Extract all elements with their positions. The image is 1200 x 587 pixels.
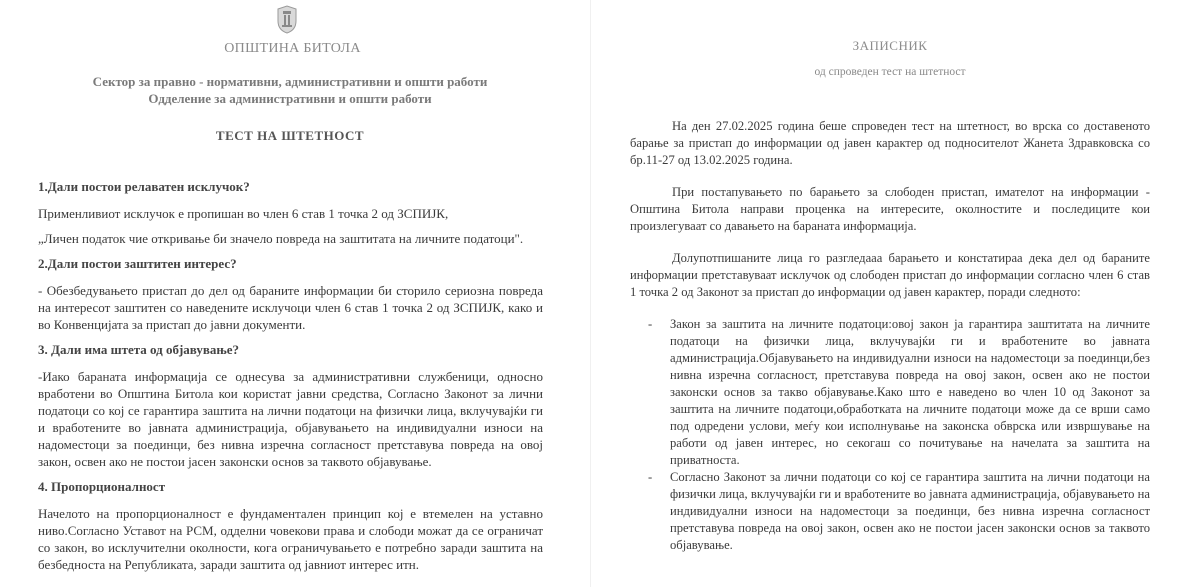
right-body — [630, 118, 1150, 554]
minutes-title: ЗАПИСНИК — [852, 38, 928, 53]
bullet-dash: - — [648, 317, 653, 331]
question-1-heading: 1.Дали постои релаватен исклучок? — [38, 179, 250, 194]
minutes-paragraph-3: Долупотпишаните лица го разгледаaа барањето и констатираа дека дел од бараните информации претставуваат исклучок од слободен пристап до информации согласно член 6 став 1 точка 2 од Законот за пристап до информации од јавен карактер, поради следното: — [630, 251, 1150, 299]
question-2-heading: 2.Дали постои заштитен интерес? — [38, 256, 237, 271]
q1-paragraph-1: Применливиот исклучок е пропишан во член 6 став 1 точка 2 од ЗСПИЈК, — [38, 206, 449, 221]
sector-heading: Сектор за правно - нормативни, административни и општи работи — [92, 74, 488, 89]
municipality-crest-icon — [277, 5, 297, 34]
minutes-subtitle: од спроведен тест на штетност — [814, 66, 966, 78]
minutes-paragraph-1: На ден 27.02.2025 година беше спроведен тест на штетност, во врска со доставеното барање за пристап до информации од јавен карактер од подносителот Жанета Здравковска со бр.11-27 од 13.02.2025 година. — [630, 119, 1150, 167]
left-body — [38, 178, 543, 581]
department-heading: Одделение за административни и општи работи — [148, 91, 432, 106]
question-4-heading: 4. Пропорционалност — [38, 479, 166, 494]
list-item-text: Закон за заштита на личните податоци:овој закон ја гарантира заштитата на личните податоци на физички лица, вклучувајќи ги и вработените во јавната администрација.Објавувањето на индивидуални износи на надоместоци за поединци,без нивна изречна согласност, претставува повреда на овој закон, освен ако не постои законски основ за такво објавување.Како што е наведено во член 10 од Законот за заштита на личните податоци,обработката на личните податоци може да се врши само под одредени услови, меѓу кои исполнување на законска обврска или извршување на работи од јавен интерес, но секогаш со почитување на начелата за заштита на приватноста. — [670, 317, 1150, 467]
list-item-text: Согласно Законот за лични податоци со кој се гарантира заштита на лични податоци на физички лица, вклучувајќи ги и вработените во јавната администрација, објавувањето на индивидуални износи на надоместоци за поединци, без нивна изречна согласност претставува повреда на овој закон, освен ако не постои јасен законски основ за таквото објавување. — [670, 470, 1150, 552]
list-item — [630, 316, 1150, 469]
q1-paragraph-2: „Личен податок чие откривање би значело повреда на заштитата на личните податоци". — [38, 231, 524, 246]
q3-paragraph-1: -Иако бараната информација се однесува за административни службеници, односно вработени во Општина Битола кои користат јавни средства, Согласно Законот за лични податоци со кој се гарантира заштита на лични податоци на физички лица, вклучувајќи ги и вработените во јавната администрација, објавувањето на индивидуални износи на надоместоци за поединци, без нивна изречна согласност претставува повреда на овој закон, освен ако не постои јасен законски основ за таквото објавување. — [38, 369, 543, 469]
q2-paragraph-1: - Обезбедувањето пристап до дел од бараните информации би сторило сериозна повреда на интересот заштитен со наведените исклучоци член 6 став 1 точка 2 од ЗСПИЈК, како и во Конвенцијата за пристап до јавни документи. — [38, 283, 543, 332]
q4-paragraph-1: Начелото на пропорционалност е фундаментален принцип кој е втемелен на уставно ниво.Согласно Уставот на РСМ, одделни човекови права и слободи можат да се ограничат со закон, во исклучителни околности, кога ограничувањето е потребно заради заштита на безбедноста на Републиката, заради заштита од јавниот интерес итн. — [38, 506, 543, 572]
reasons-list — [630, 316, 1150, 554]
question-3-heading: 3. Дали има штета од објавување? — [38, 342, 240, 357]
list-item — [630, 469, 1150, 554]
page-divider — [590, 0, 591, 587]
bullet-dash: - — [648, 470, 653, 484]
org-name: ОПШТИНА БИТОЛА — [224, 41, 361, 56]
document-title: ТЕСТ НА ШТЕТНОСТ — [215, 128, 365, 143]
minutes-paragraph-2: При постапувањето по барањето за слободен пристап, имателот на информации - Општина Битола направи проценка на интересите, околностите и последиците кои произлегуваат со давањето на бараната информација. — [630, 185, 1150, 233]
